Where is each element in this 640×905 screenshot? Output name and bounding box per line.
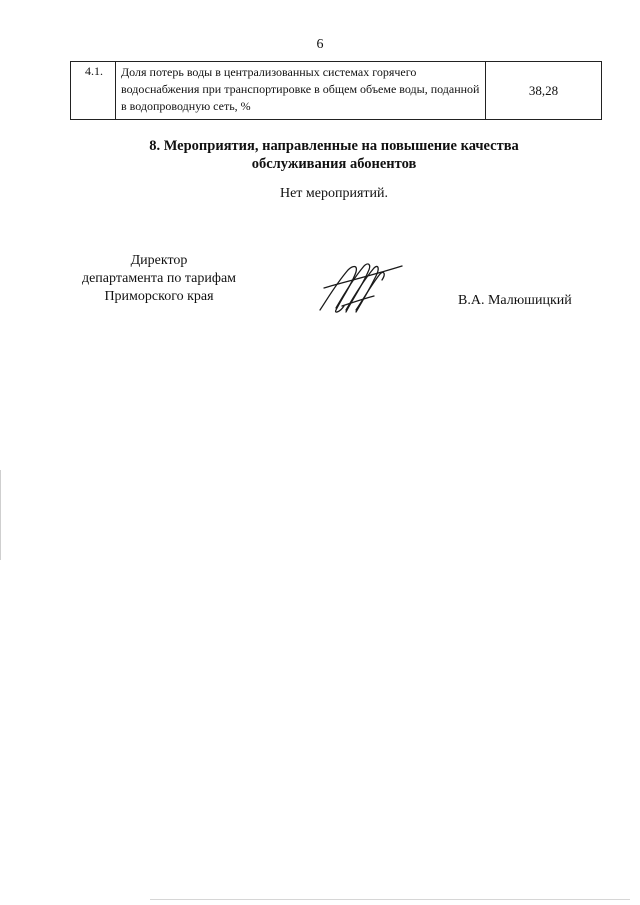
scan-artifact-left bbox=[0, 470, 1, 560]
section-heading-line-1: 8. Мероприятия, направленные на повышение качества bbox=[149, 138, 519, 154]
section-note: Нет мероприятий. bbox=[279, 186, 389, 201]
signer-position-line-2: департамента по тарифам bbox=[81, 271, 237, 286]
row-number-cell: 4.1. bbox=[71, 62, 116, 120]
table-row bbox=[71, 62, 602, 120]
section-heading bbox=[0, 137, 640, 173]
scan-artifact-bottom bbox=[150, 899, 630, 900]
page-number: 6 bbox=[316, 37, 324, 52]
signer-position-block bbox=[64, 252, 254, 306]
handwritten-signature bbox=[314, 258, 410, 318]
signer-position-line-1: Директор bbox=[130, 253, 188, 268]
row-value-cell: 38,28 bbox=[486, 62, 602, 120]
indicator-table bbox=[70, 61, 602, 120]
row-description-cell: Доля потерь воды в централизованных системах горячего водоснабжения при транспортировке в общем объеме воды, поданной в водопроводную сеть, % bbox=[116, 62, 486, 120]
signer-name: В.А. Малюшицкий bbox=[458, 293, 572, 308]
signer-position-line-3: Приморского края bbox=[104, 289, 214, 304]
section-heading-line-2: обслуживания абонентов bbox=[251, 156, 417, 172]
